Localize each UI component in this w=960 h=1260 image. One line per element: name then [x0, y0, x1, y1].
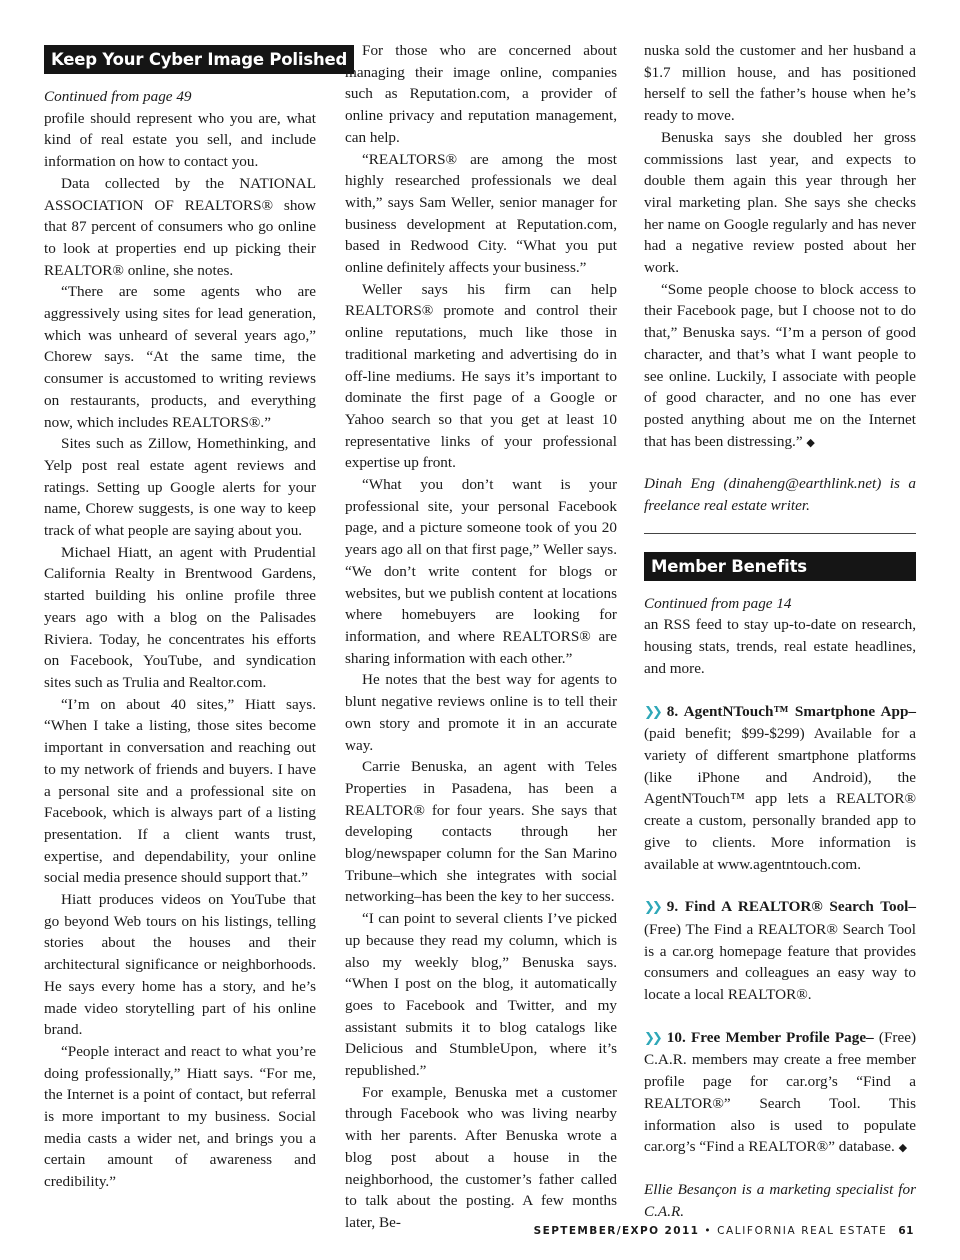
benefit-body: (paid benefit; $99-$299) Available for a variety of different smartphone platforms (like iPhone and Android), the AgentNTouch™ app lets a REALTOR® create a custom, personally branded app to give to clients. More information is available at www.agentntouch.com.: [644, 725, 916, 873]
author-byline: Ellie Besançon is a marketing specialist for C.A.R.: [644, 1180, 916, 1220]
paragraph: Data collected by the NATIONAL ASSOCIATION OF REALTORS® show that 87 percent of consumers who go online to look at properties end up picking their REALTOR® online, she notes.: [44, 174, 316, 279]
diamond-icon: ◆: [898, 1141, 908, 1155]
issue-date: SEPTEMBER/EXPO 2011: [533, 1225, 700, 1237]
paragraph: [644, 279, 916, 454]
continued-note: Continued from page 49: [44, 88, 192, 105]
author-byline: Dinah Eng (dinaheng@earthlink.net) is a freelance real estate writer.: [644, 475, 916, 515]
page-footer: [534, 1225, 914, 1237]
page-number: 61: [898, 1225, 914, 1237]
paragraph: Weller says his firm can help REALTORS® promote and control their online reputations, much like those in traditional marketing and advertising do in off-line mediums. He says it’s important to dominate the first page of a Google or Yahoo search so that you get at least 10 representative links of your professional expertise up front.: [345, 280, 617, 472]
paragraph: an RSS feed to stay up-to-date on research, housing stats, trends, real estate headlines, and more.: [644, 616, 916, 677]
benefit-item: [644, 896, 916, 1006]
paragraph: For those who are concerned about managing their image online, companies such as Reputation.com, a provider of online privacy and reputation management, can help.: [345, 42, 617, 146]
paragraph: Benuska says she doubled her gross commissions last year, and expects to double them again this year through her viral marketing plan. She says she checks her name on Google regularly and has never had a negative review posted about her work.: [644, 128, 916, 277]
paragraph: “REALTORS® are among the most highly researched professionals we deal with,” says Sam Weller, senior manager for business development at Reputation.com, based in Redwood City. “What you put online definitely affects your business.”: [345, 150, 617, 277]
paragraph: He notes that the best way for agents to blunt negative reviews online is to tell their own story and promote it in an accurate way.: [345, 671, 617, 754]
double-chevron-icon: ❯❯: [644, 900, 660, 916]
paragraph: nuska sold the customer and her husband a $1.7 million house, and has positioned herself to sell the father’s house when he’s ready to move.: [644, 42, 916, 125]
benefit-body: (Free) C.A.R. members may create a free member profile page for car.org’s “Find a REALTOR®” Search Tool. This information also is used to populate car.org’s “Find a REALTOR®” database.: [644, 1028, 917, 1156]
continued-note: Continued from page 14: [644, 594, 792, 612]
paragraph: profile should represent who you are, what kind of real estate you sell, and include information on how to contact you.: [44, 109, 316, 171]
paragraph: For example, Benuska met a customer through Facebook who was living nearby with her parents. After Benuska wrote a blog post about a house in the neighborhood, the customer’s father called to talk about the posting. A few months later, Be-: [345, 1083, 617, 1231]
diamond-icon: ◆: [806, 435, 815, 449]
article-column-3: [644, 40, 916, 1222]
section-heading-cyber-image: Keep Your Cyber Image Polished: [44, 45, 354, 74]
benefit-title: 8. AgentNTouch™ Smartphone App–: [666, 702, 916, 720]
paragraph: “I can point to several clients I’ve picked up because they read my column, which is also my weekly blog,” Benuska says. “When I post on the blog, it automatically goes to Facebook and Twitter, and my assistant submits it to blog catalogs like Delicious and StumbleUpon, where it’s republished.”: [345, 910, 617, 1080]
paragraph: “There are some agents who are aggressively using sites for lead generation, which was unheard of several years ago,” Chorew says. “At the same time, the consumer is accustomed to writing reviews on restaurants, products, and everything now, which includes REALTORS®.”: [44, 283, 316, 431]
paragraph: “People interact and react to what you’re doing professionally,” Hiatt says. “For me, the Internet is a point of contact, but referral is more important to my business. Social media casts a wider net, and brings you a certain amount of awareness and credibility.”: [44, 1042, 316, 1191]
paragraph: Sites such as Zillow, Homethinking, and Yelp post real estate agent reviews and ratings. Setting up Google alerts for your name, Chorew suggests, is one way to keep track of what people are saying about you.: [44, 435, 316, 540]
benefit-item: [644, 1027, 916, 1159]
benefit-item: [644, 701, 916, 876]
section-heading-member-benefits: Member Benefits: [644, 552, 916, 581]
article-column-1: [44, 40, 348, 1193]
double-chevron-icon: ❯❯: [644, 1030, 660, 1046]
footer-separator: •: [704, 1225, 713, 1237]
paragraph: Michael Hiatt, an agent with Prudential California Realty in Brentwood Gardens, started building his online profile three years ago with a blog on the Palisades Riviera. Today, he concentrates his efforts on Facebook, YouTube, and syndication sites such as Trulia and Realtor.com.: [44, 543, 316, 691]
benefit-title: 9. Find A REALTOR® Search Tool–: [666, 898, 916, 916]
benefit-title: 10. Free Member Profile Page–: [666, 1028, 874, 1046]
benefit-body: (Free) The Find a REALTOR® Search Tool is a car.org homepage feature that provides consumers and colleagues an easy way to locate a local REALTOR®.: [644, 920, 916, 1004]
paragraph: “What you don’t want is your professional site, your personal Facebook page, and a picture someone took of you 20 years ago all on that first page,” Weller says. “We don’t write content for blogs or websites, but we publish content at locations where homebuyers are looking for information, and where REALTORS® are sharing information with each other.”: [345, 476, 617, 667]
paragraph: Hiatt produces videos on YouTube that go beyond Web tours on his listings, telling stories about the houses and their architectural significance or neighborhoods. He says every home has a story, and he’s made video storytelling part of his online brand.: [44, 891, 316, 1039]
double-chevron-icon: ❯❯: [644, 704, 660, 720]
magazine-title: CALIFORNIA REAL ESTATE: [717, 1225, 888, 1237]
section-divider: [644, 533, 916, 534]
paragraph: Carrie Benuska, an agent with Teles Properties in Pasadena, has been a REALTOR® for four years. She says that developing contacts through her blog/newspaper column for the San Marino Tribune–which she integrates with social networking–has been the key to her success.: [345, 758, 617, 906]
paragraph: “I’m on about 40 sites,” Hiatt says. “When I take a listing, those sites become important in conversation and reaching out to my network of friends and buyers. I have a personal site and a professional site on Facebook, which is always part of a listing presentation. If a client wants trust, expertise, and dependability, your online social media presence should support that.”: [44, 695, 316, 887]
paragraph-text: “Some people choose to block access to their Facebook page, but I choose not to do that,” Benuska says. “I’m a person of good character, and that’s what I want people to see online. Luckily, I associate with people of good character, and no one has ever posted anything about me on the Internet that has been distressing.”: [644, 280, 916, 450]
article-column-2: [345, 40, 617, 1234]
